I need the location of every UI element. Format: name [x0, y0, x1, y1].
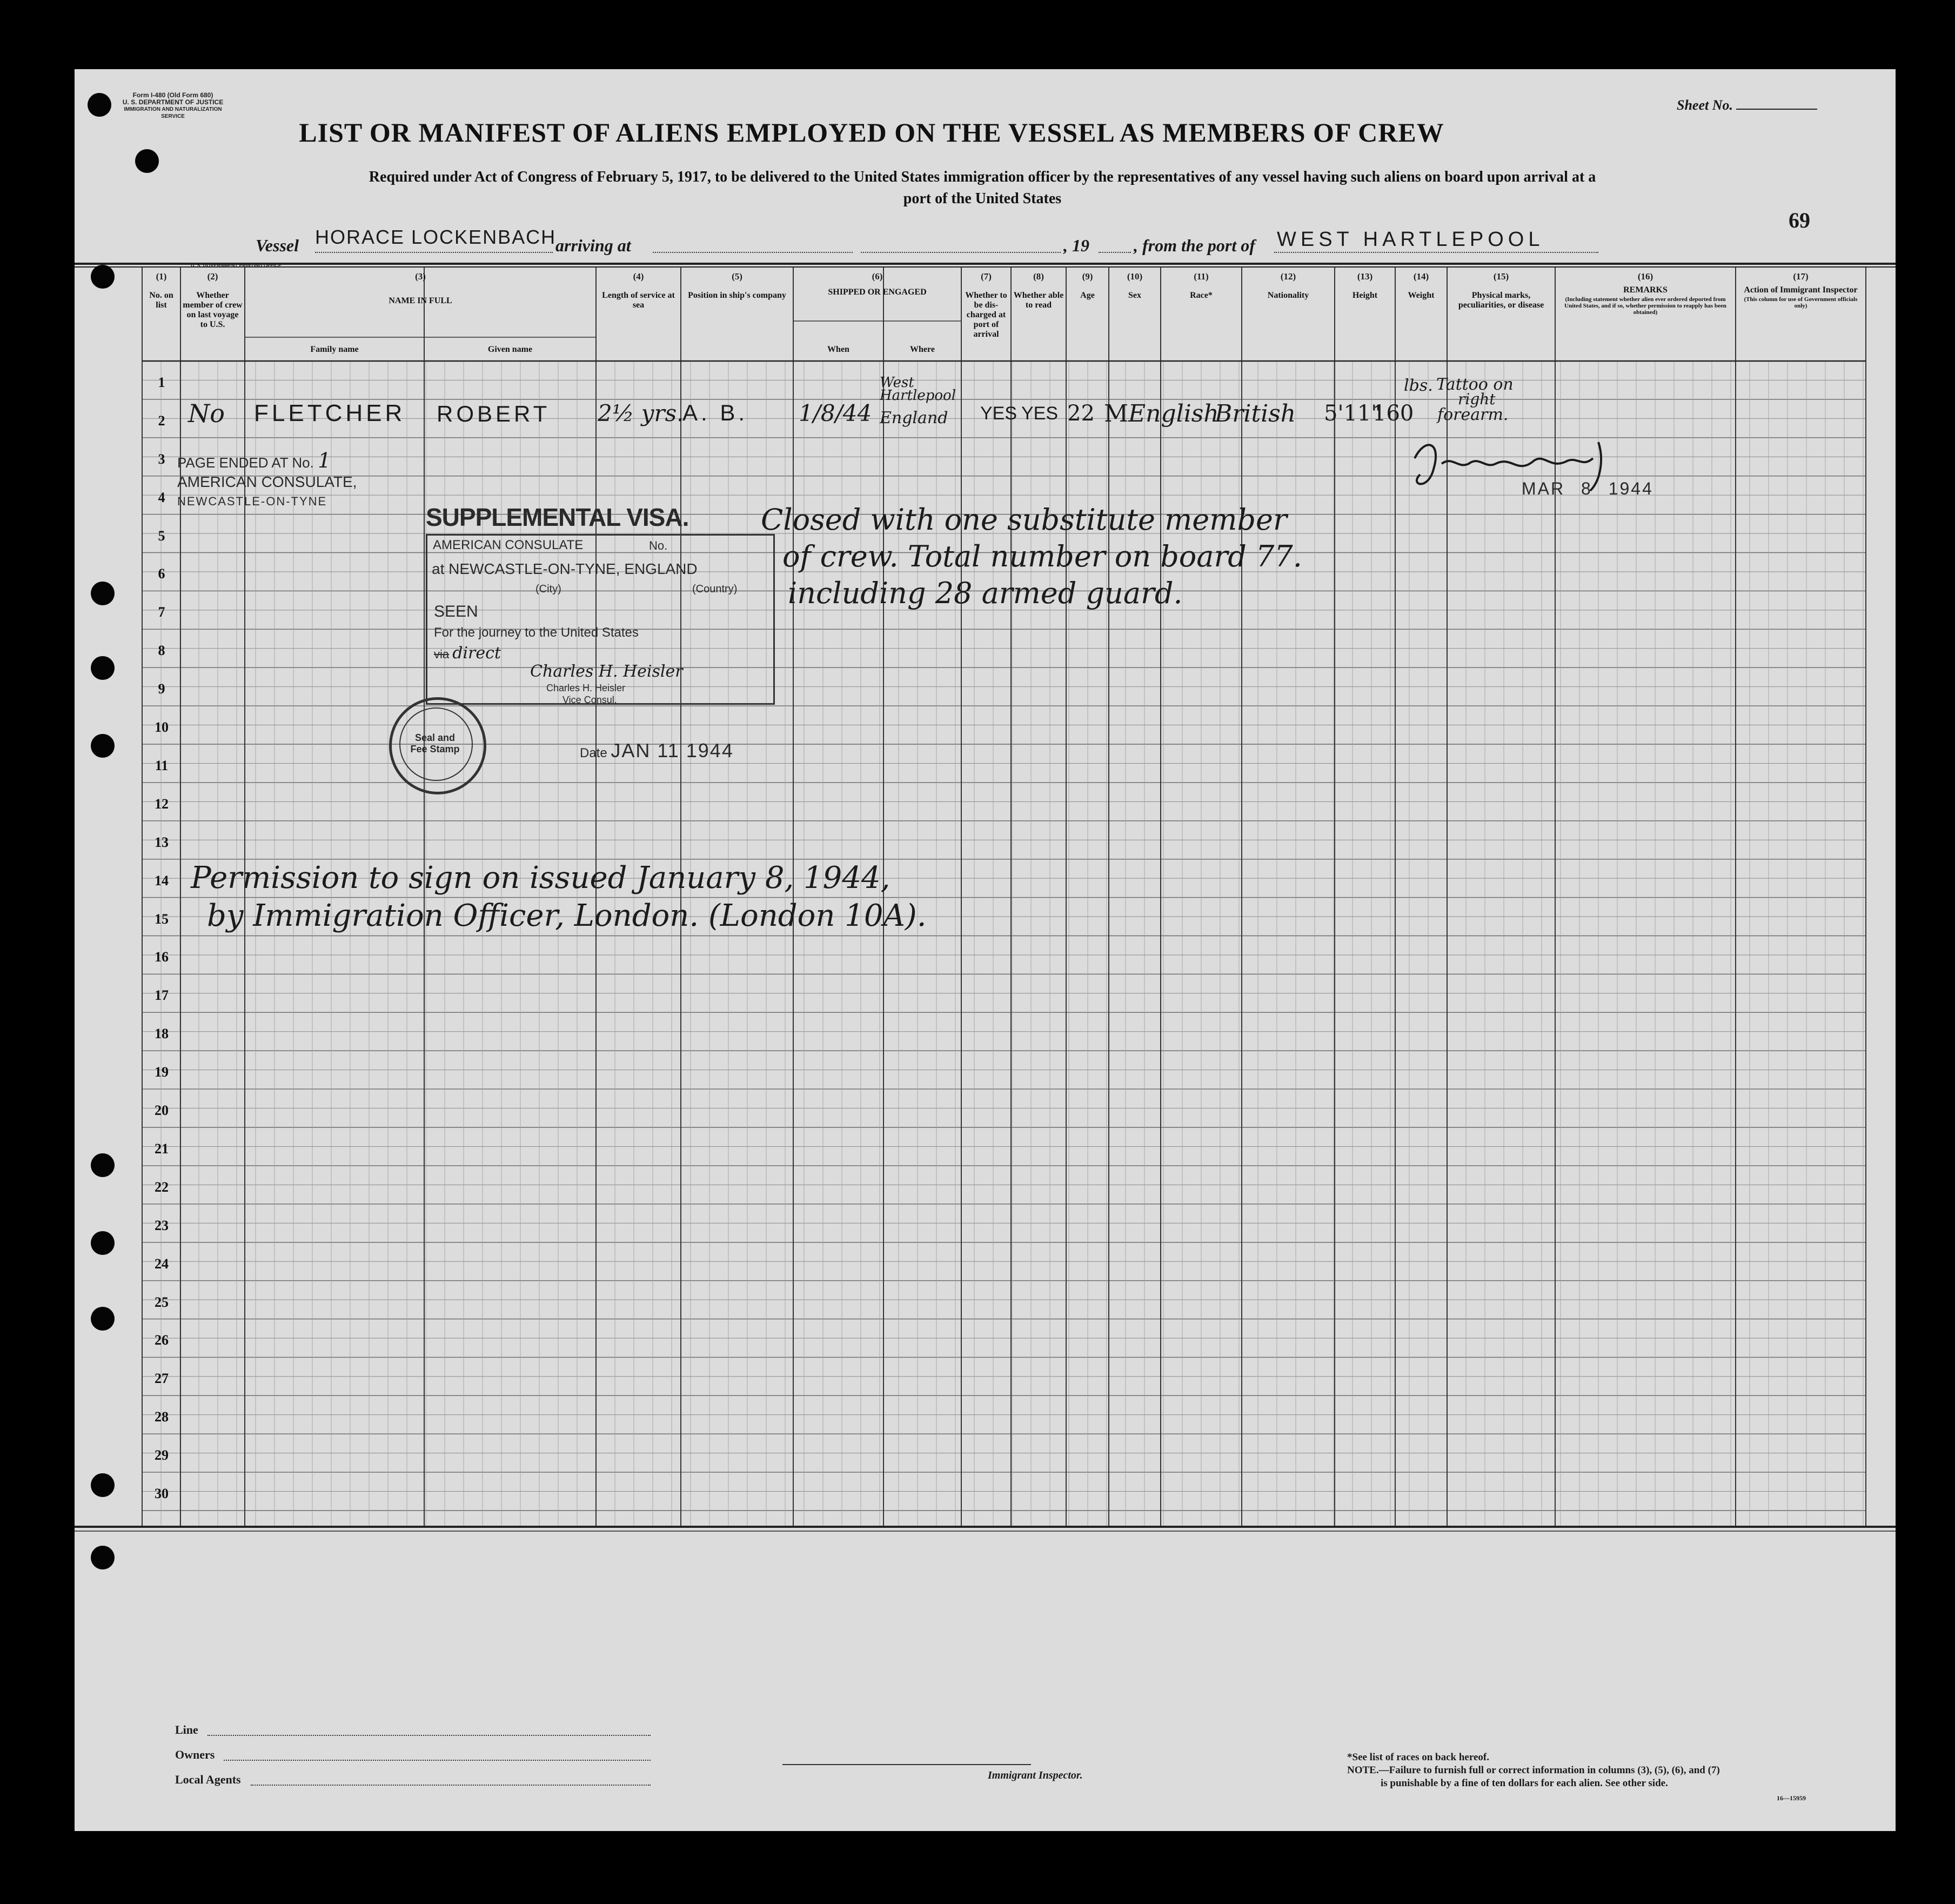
discharge-value: YES [980, 403, 1017, 424]
row-number: 24 [155, 1255, 169, 1272]
form-code: 16—15959 [1777, 1794, 1806, 1802]
punch-hole [88, 93, 111, 117]
row-number: 17 [155, 987, 169, 1004]
row-number: 1 [158, 374, 165, 390]
column-header: Physical marks, peculiarities, or disease [1458, 291, 1544, 310]
marks-line1: Tattoo on [1436, 375, 1514, 394]
column-header: SHIPPED OR ENGAGED [828, 288, 927, 297]
column-header: Whether to be dis-charged at port of arrival [965, 291, 1007, 339]
punch-hole [91, 1231, 115, 1255]
punch-hole [91, 1307, 115, 1331]
row-number: 22 [155, 1179, 169, 1195]
column-number: (14) [1413, 271, 1429, 282]
column-number: (5) [732, 271, 742, 282]
punch-hole [91, 265, 115, 289]
row-number: 18 [155, 1026, 169, 1042]
column-header: No. on list [149, 291, 173, 310]
column-subheader: Given name [487, 345, 533, 354]
row-number: 19 [155, 1064, 169, 1080]
row-number: 10 [155, 719, 169, 736]
marks-line3: forearm. [1437, 405, 1509, 424]
nationality-value: British [1215, 400, 1296, 427]
column-number: (1) [156, 271, 167, 282]
column-subheader: Family name [310, 345, 359, 354]
column-header: Whether able to read [1013, 291, 1064, 310]
punch-hole [91, 734, 115, 758]
column-number: (12) [1280, 271, 1296, 282]
inspection-date-stamp: MAR 8 1944 [1522, 479, 1653, 498]
row-number: 23 [155, 1217, 169, 1233]
manifest-sheet: Form I-480 (Old Form 680) U. S. DEPARTMENT OF JUSTICE IMMIGRATION AND NATURALIZATION SERVICE Sheet No. LIST OR MANIFEST OF ALIENS EMPLOYED ON THE VESSEL AS MEMBERS OF CREW Required under Act of Congress of February 5, 1917, to be delivered to the United States immigration officer by the representatives of any vessel having such aliens on board upon arrival at a port of the United States 69 Vessel HORACE LOCKENBACH arriving at , 19 , from the port of WEST HARTLEPOOL U. S. GOVERNMENT PRINTING OFFICE (1) No. on list (2) Whether member of crew on last voyage to U.S. (3) NAME IN FULL Family name Given name (4) Length of service at sea (5) Position in ship's company (6) SHIPPED OR ENGAGED When Where (7) Whether to be dis-charged at port of arrival (8) Whether able to read (9) Age (10) Sex (11) Race* (12) Nationality (13) Height (14) Weight (15) Physical marks, peculiarities, or disease (16) REMARKS (Including statement whether alien ever ordered deported from United States, and if so, whether permission to reapply has been obtained) (17) Action of Immigrant Inspector (This column for use of Government officials only) 1 2 3 4 5 6 7 8 9 10 11 12 13 14 15 16 17 18 19 20 21 22 23 24 25 26 27 28 29 30 No FLETCHER ROBERT 2½ yrs. A. B. 1/8/44 West Hartlepool England YES YES 22 M English British 5'11" lbs. 160 Tattoo on right forearm. MAR 8 1944 PAGE ENDED AT No. 1 AMERICAN CONSULATE, NEWCASTLE-ON-TYNE SUPPLEMENTAL VISA. AMERICAN CONSULATE No. at NEWCASTLE-ON-TYNE, ENGLAND (City) (Country) SEEN For the journey to the United States via direct Charles H. Heisler Charles H. Heisler Vice Consul. Date JAN 11 1944 Seal and Fee Stamp Closed with one substitute member of crew. Total number on board 77. including 28 armed guard. Permission to sign on issued January 8, 1944, by Immigration Officer, London. (London 10A). Line Owners Local Agents Immigrant Inspector. *See list of races on back hereof. NOTE.—Failure to furnish full or correct information in columns (3), (5), (6), and (7) is punishable by a fine of ten dollars for each alien. See other side. 16—15959 [75, 69, 1896, 1831]
row-number: 5 [158, 527, 165, 544]
service-value: 2½ yrs. [598, 400, 684, 426]
family-name-value: FLETCHER [254, 400, 406, 426]
row-number: 21 [155, 1140, 169, 1157]
supplemental-visa-title: SUPPLEMENTAL VISA. [426, 503, 689, 531]
row-number: 8 [158, 643, 165, 659]
shipped-when-value: 1/8/44 [799, 400, 872, 426]
last-voyage-value: No [188, 399, 225, 428]
column-header: Length of service at sea [602, 291, 675, 310]
height-value: 5'11" [1324, 401, 1381, 426]
column-header: Position in ship's company [688, 291, 786, 300]
punch-hole [91, 1473, 115, 1497]
column-header: Race* [1190, 291, 1213, 300]
row-number: 29 [155, 1447, 169, 1464]
race-value: English [1128, 400, 1219, 427]
column-note: (Including statement whether alien ever ordered deported from United States, and if so, whether permission to reapply has been obtained) [1564, 296, 1726, 316]
column-header: Action of Immigrant Inspector [1744, 285, 1858, 295]
row-number: 9 [158, 681, 165, 697]
able-to-read-value: YES [1021, 403, 1059, 424]
column-number: (8) [1033, 271, 1044, 282]
row-number: 4 [158, 489, 165, 505]
shipped-where-line1: West Hartlepool [880, 375, 956, 404]
column-number: (3) [415, 271, 426, 282]
given-name-value: ROBERT [437, 401, 551, 426]
row-number: 12 [155, 796, 169, 812]
row-number: 6 [158, 566, 165, 582]
from-port: WEST HARTLEPOOL [1277, 228, 1544, 251]
row-number: 2 [158, 412, 165, 429]
punch-hole [91, 1153, 115, 1177]
column-header: REMARKS [1623, 285, 1668, 295]
column-number: (17) [1793, 271, 1809, 282]
inspector-label: Immigrant Inspector. [988, 1769, 1083, 1781]
weight-value: 160 [1372, 401, 1414, 426]
row-number: 7 [158, 604, 165, 620]
page-title: LIST OR MANIFEST OF ALIENS EMPLOYED ON THE VESSEL AS MEMBERS OF CREW [299, 117, 1444, 148]
footer-note: *See list of races on back hereof. NOTE.—Failure to furnish full or correct information in columns (3), (5), (6), and (7) is punishable by a fine of ten dollars for each alien. See other side. [1347, 1752, 1720, 1789]
vessel-name: HORACE LOCKENBACH [315, 226, 557, 248]
punch-hole [91, 582, 115, 605]
row-number: 3 [158, 451, 165, 467]
page-subtitle: Required under Act of Congress of February 5, 1917, to be delivered to the United States immigration officer by the representatives of any vessel having such aliens on board upon arrival at a port of the United States [369, 169, 1596, 207]
visa-stamp: AMERICAN CONSULATE No. at NEWCASTLE-ON-TYNE, ENGLAND (City) (Country) SEEN For the journey to the United States via direct Charles H. Heisler Charles H. Heisler Vice Consul. [426, 534, 775, 705]
row-number: 15 [155, 911, 169, 927]
column-number: (2) [207, 271, 218, 282]
position-value: A. B. [682, 400, 748, 425]
weight-unit: lbs. [1404, 376, 1433, 395]
column-number: (6) [872, 271, 883, 282]
column-header: Sex [1128, 291, 1141, 300]
sheet-number: Sheet No. [1677, 97, 1817, 113]
column-number: (10) [1127, 271, 1143, 282]
column-number: (4) [633, 271, 644, 282]
consul-signature: Charles H. Heisler [530, 662, 683, 681]
row-number: 16 [155, 949, 169, 965]
column-number: (16) [1637, 271, 1653, 282]
marks-line2: right [1458, 390, 1496, 408]
sex-value: M [1104, 400, 1129, 427]
inspector-signature-line [782, 1764, 1031, 1765]
column-subheader: Where [910, 345, 935, 354]
column-number: (13) [1357, 271, 1373, 282]
page-number: 69 [1789, 208, 1810, 232]
permission-note: Permission to sign on issued January 8, 1944, by Immigration Officer, London. (London 10A). [191, 860, 927, 933]
punch-hole [91, 656, 115, 680]
punch-hole [91, 1546, 115, 1569]
row-number: 26 [155, 1332, 169, 1348]
row-number: 14 [155, 872, 169, 888]
row-number: 28 [155, 1409, 169, 1425]
row-number: 11 [155, 757, 169, 773]
column-number: (7) [981, 271, 992, 282]
column-note: (This column for use of Government officials only) [1744, 296, 1858, 309]
row-number: 13 [155, 834, 169, 850]
row-number: 30 [155, 1486, 169, 1502]
shipped-where-line2: England [880, 409, 948, 427]
vessel-line: Vessel HORACE LOCKENBACH arriving at , 19 , from the port of WEST HARTLEPOOL [256, 226, 1779, 258]
column-header: Nationality [1267, 291, 1309, 300]
column-number: (11) [1194, 271, 1209, 282]
age-value: 22 [1067, 401, 1095, 426]
page-ended-stamp: PAGE ENDED AT No. 1 AMERICAN CONSULATE, NEWCASTLE-ON-TYNE [177, 449, 357, 508]
column-number: (9) [1082, 271, 1093, 282]
column-subheader: When [827, 345, 849, 354]
row-number: 20 [155, 1103, 169, 1119]
column-number: (15) [1493, 271, 1509, 282]
row-number: 27 [155, 1371, 169, 1387]
column-header: Height [1352, 291, 1378, 300]
column-header: Whether member of crew on last voyage to U.S. [183, 291, 243, 329]
closing-note: Closed with one substitute member of crew. Total number on board 77. including 28 armed guard. [761, 503, 1302, 610]
printing-office: U. S. GOVERNMENT PRINTING OFFICE [191, 263, 282, 268]
form-id: Form I-480 (Old Form 680) U. S. DEPARTMENT OF JUSTICE IMMIGRATION AND NATURALIZATION SERVICE [122, 91, 224, 119]
column-header: Age [1080, 291, 1095, 300]
column-header: Weight [1408, 291, 1435, 300]
column-header: NAME IN FULL [389, 296, 452, 305]
visa-date: Date JAN 11 1944 [580, 739, 734, 761]
row-number: 25 [155, 1294, 169, 1310]
seal-stamp: Seal and Fee Stamp [389, 697, 486, 794]
